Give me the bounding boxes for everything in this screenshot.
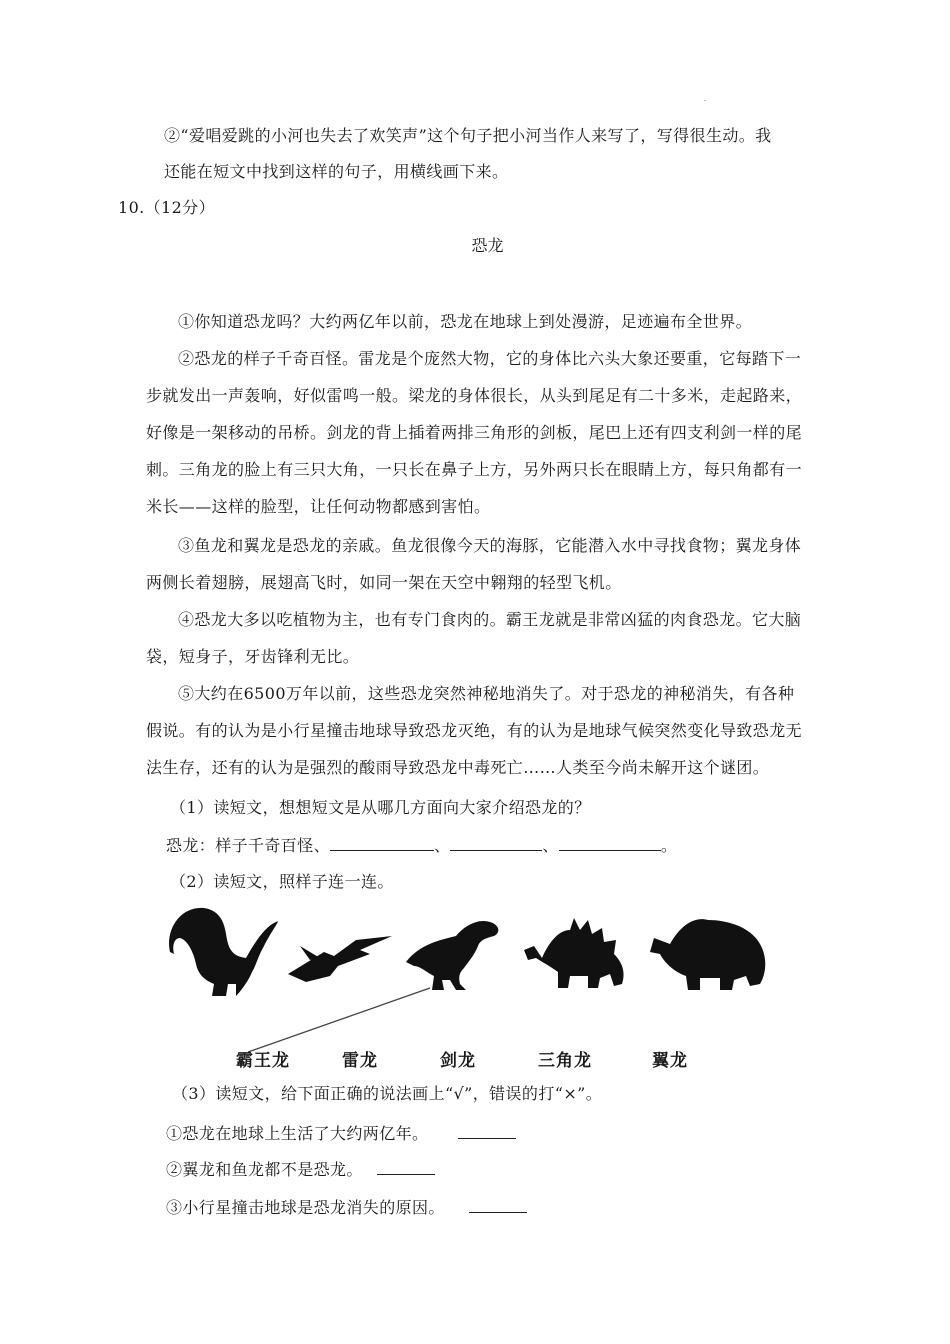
pterodactyl-silhouette [288,936,392,982]
q9-line-2: 还能在短文中找到这样的句子，用横线画下来。 [164,162,509,181]
sub3-item-1-text: ①恐龙在地球上生活了大约两亿年。 [166,1124,429,1143]
paragraph-2-line-2: 步就发出一声轰响，好似雷鸣一般。梁龙的身体很长，从头到尾足有二十多米，走起路来， [146,386,803,405]
paragraph-2-line-4: 刺。三角龙的脸上有三只大角，一只长在鼻子上方，另外两只长在眼睛上方，每只角都有一 [146,460,803,479]
label-brontosaurus[interactable]: 雷龙 [342,1051,378,1071]
tyrannosaurus-silhouette [406,921,498,990]
q9-line-1: ②“爱唱爱跳的小河也失去了欢笑声”这个句子把小河当作人来写了，写得很生动。我 [164,126,772,145]
paragraph-2-line-1: ②恐龙的样子千奇百怪。雷龙是个庞然大物，它的身体比六头大象还要重，它每踏下一 [178,349,802,368]
paragraph-2-line-5: 米长——这样的脸型，让任何动物都感到害怕。 [146,497,491,516]
sub3-question: （3）读短文，给下面正确的说法画上“√”，错误的打“×”。 [172,1084,603,1103]
stegosaurus-silhouette [524,918,624,988]
answer-blank-1[interactable] [330,834,434,851]
sub1-question: （1）读短文，想想短文是从哪几方面向大家介绍恐龙的？ [170,798,591,817]
label-triceratops[interactable]: 三角龙 [538,1051,592,1071]
answer-blank-2[interactable] [450,834,542,851]
judgement-blank-2[interactable] [377,1158,435,1175]
paragraph-5-line-2: 假说。有的认为是小行星撞击地球导致恐龙灭绝，有的认为是地球气候突然变化导致恐龙无 [146,721,803,740]
label-pterosaur[interactable]: 翼龙 [652,1051,688,1071]
stray-dot [704,100,706,101]
paragraph-5-line-1: ⑤大约在6500万年以前，这些恐龙突然神秘地消失了。对于恐龙的神秘消失，有各种 [178,684,795,703]
sub3-item-3 [166,1196,527,1218]
sub1-prefix: 恐龙：样子千奇百怪、 [166,836,331,855]
judgement-blank-3[interactable] [469,1196,527,1213]
sub1-sep-1: 、 [434,836,451,855]
sub2-question: （2）读短文，照样子连一连。 [170,872,394,891]
paragraph-2-line-3: 好像是一架移动的吊桥。剑龙的背上插着两排三角形的剑板，尾巴上还有四支利剑一样的尾 [146,423,803,442]
example-connecting-line [248,988,430,1052]
sub3-item-2-text: ②翼龙和鱼龙都不是恐龙。 [166,1160,363,1179]
sub3-item-3-text: ③小行星撞击地球是恐龙消失的原因。 [166,1198,445,1217]
brontosaurus-silhouette [169,908,278,996]
sub1-sep-2: 、 [542,836,559,855]
paragraph-4-line-2: 袋，短身子，牙齿锋利无比。 [146,647,360,666]
answer-blank-3[interactable] [559,834,661,851]
passage-title: 恐龙 [471,236,504,255]
sub1-end: 。 [660,836,678,855]
paragraph-5-line-3: 法生存，还有的认为是强烈的酸雨导致恐龙中毒死亡……人类至今尚未解开这个谜团。 [146,758,770,777]
paragraph-3-line-2: 两侧长着翅膀，展翅高飞时，如同一架在天空中翱翔的轻型飞机。 [146,573,622,592]
sub3-item-2 [166,1158,435,1180]
judgement-blank-1[interactable] [458,1122,516,1139]
sub3-item-1 [166,1122,516,1144]
sub1-answer-line [166,834,677,856]
q10-header: 10.（12分） [118,198,216,217]
label-stegosaurus[interactable]: 剑龙 [440,1051,476,1071]
triceratops-silhouette [650,919,765,990]
paragraph-3-line-1: ③鱼龙和翼龙是恐龙的亲戚。鱼龙很像今天的海豚，它能潜入水中寻找食物；翼龙身体 [178,536,802,555]
label-tyrannosaurus[interactable]: 霸王龙 [236,1051,290,1071]
paragraph-4-line-1: ④恐龙大多以吃植物为主，也有专门食肉的。霸王龙就是非常凶猛的肉食恐龙。它大脑 [178,610,802,629]
paragraph-1: ①你知道恐龙吗？大约两亿年以前，恐龙在地球上到处漫游，足迹遍布全世界。 [178,312,753,331]
